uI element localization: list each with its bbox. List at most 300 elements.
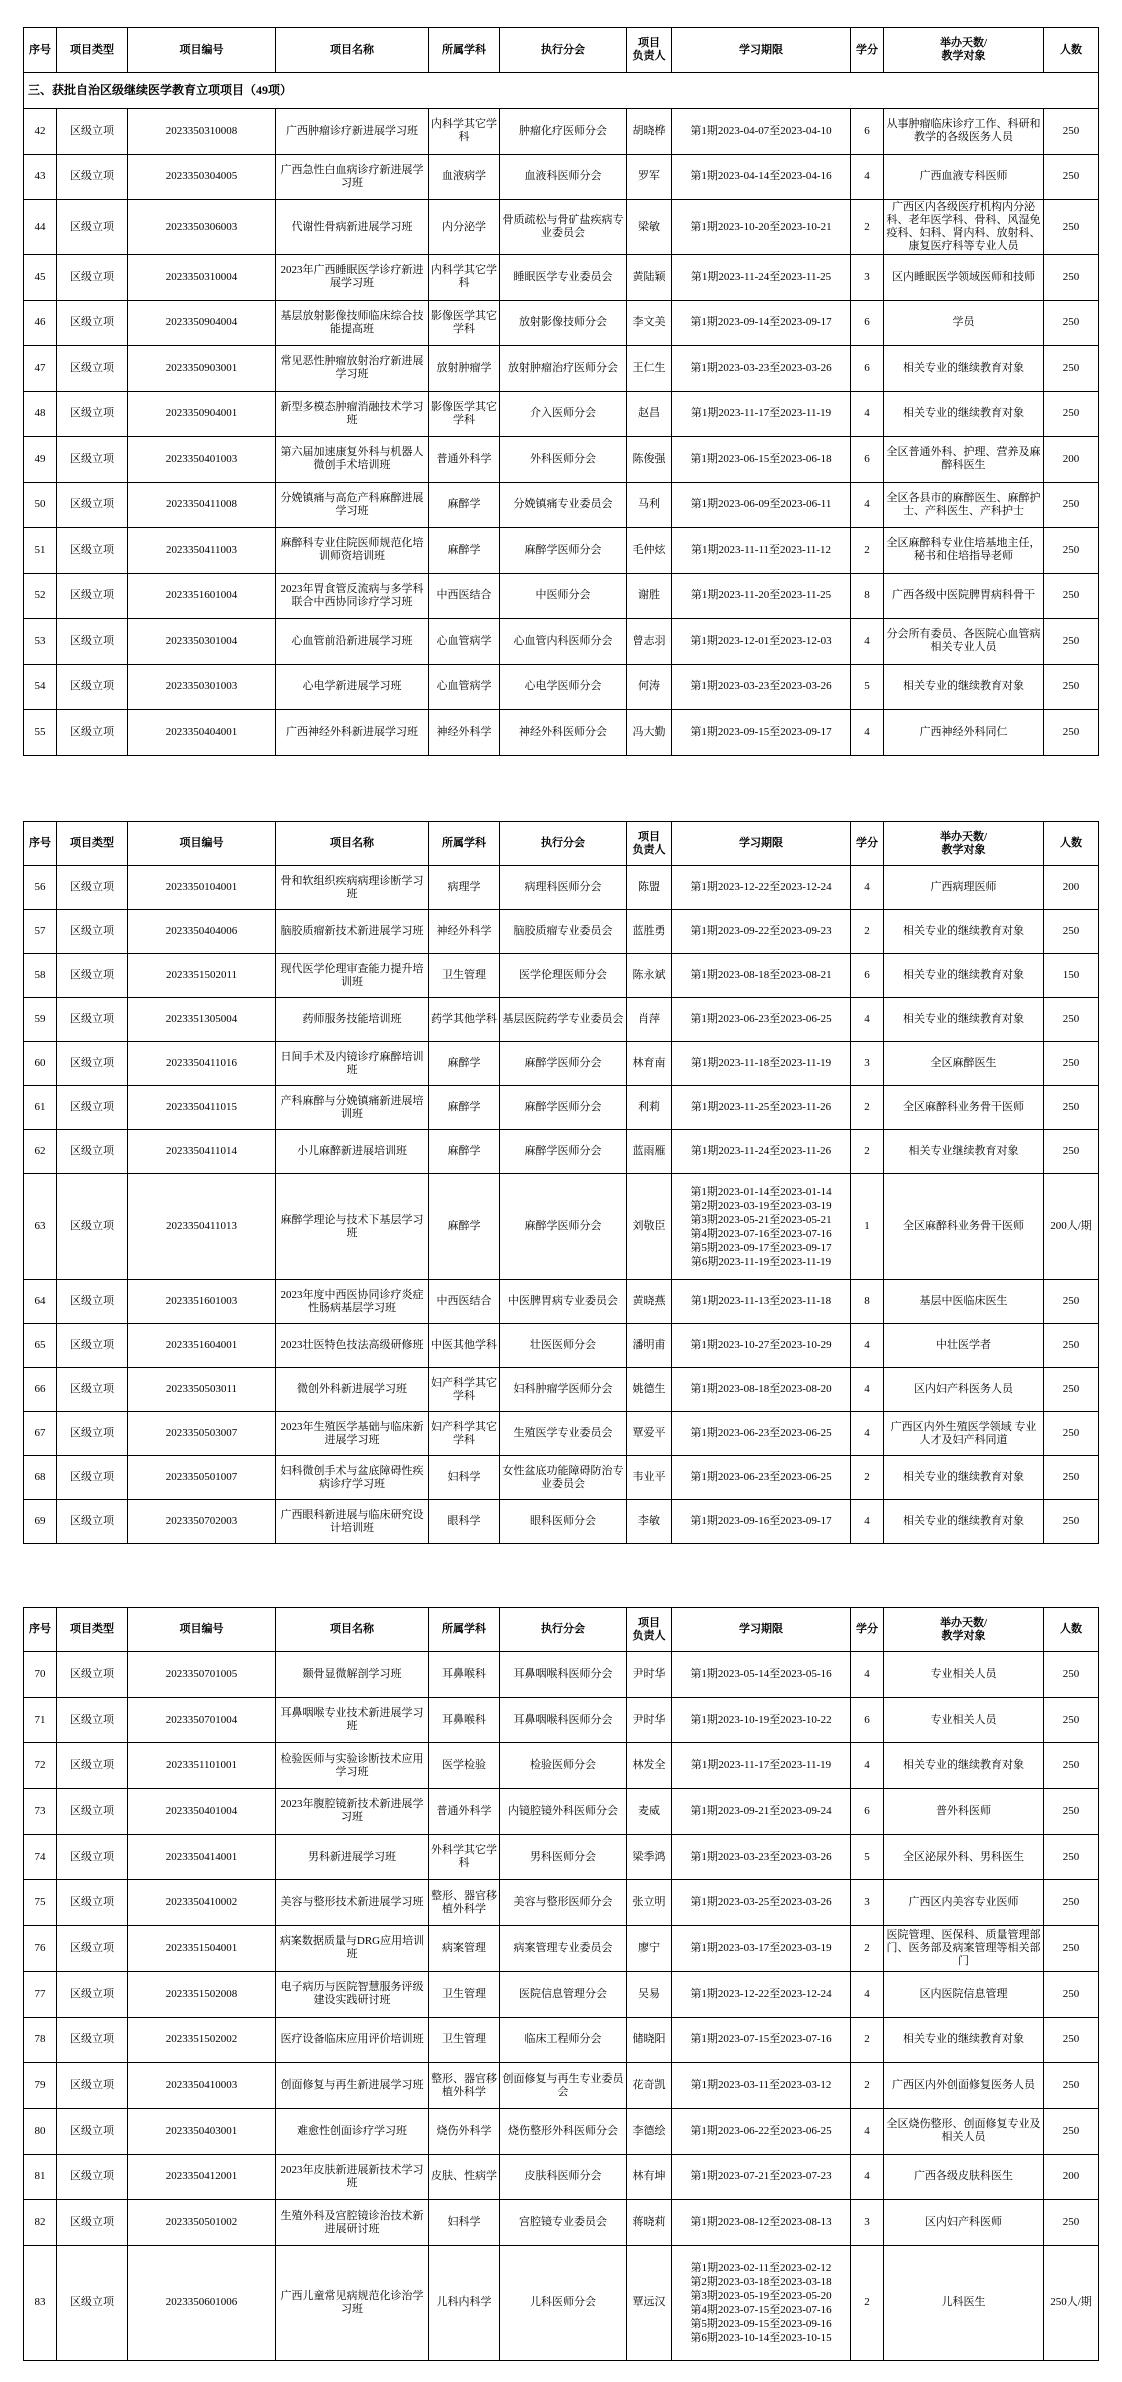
cell-leader: 陈俊强 [627,437,672,483]
header-code: 项目编号 [128,822,276,866]
cell-name: 病案数据质量与DRG应用培训班 [276,1926,429,1972]
cell-leader: 谢胜 [627,573,672,619]
cell-seq: 42 [24,109,57,155]
period-line: 第1期2023-07-21至2023-07-23 [690,2170,832,2183]
cell-name: 2023年腹腔镜新技术新进展学习班 [276,1789,429,1835]
period-line: 第1期2023-08-18至2023-08-20 [690,1383,832,1395]
cell-subject: 麻醉学 [429,1174,500,1280]
cell-code: 2023351502011 [128,954,276,998]
cell-branch: 病理科医师分会 [500,866,627,910]
cell-subject: 麻醉学 [429,482,500,528]
period-line: 第1期2023-12-22至2023-12-24 [690,881,832,893]
cell-type: 区级立项 [57,619,128,665]
cell-period [672,1743,851,1789]
period-line: 第1期2023-06-23至2023-06-25 [690,1013,832,1025]
cell-type: 区级立项 [57,528,128,574]
period-line: 第2期2023-03-18至2023-03-18 [690,2275,832,2288]
cell-leader: 李德绘 [627,2108,672,2154]
cell-name: 广西儿童常见病规范化诊治学习班 [276,2245,429,2360]
table-row [24,109,1099,155]
header-period: 学习期限 [672,1608,851,1652]
table-row [24,300,1099,346]
period-line: 第1期2023-03-11至2023-03-12 [690,2079,832,2092]
cell-branch: 壮医医师分会 [500,1324,627,1368]
cell-branch: 眼科医师分会 [500,1500,627,1544]
cell-branch: 烧伤整形外科医师分会 [500,2108,627,2154]
cell-target: 区内医院信息管理 [884,1971,1044,2017]
cell-seq: 59 [24,998,57,1042]
section-title: 三、获批自治区级继续医学教育立项项目（49项） [24,73,1099,109]
cell-name: 妇科微创手术与盆底障碍性疾病诊疗学习班 [276,1456,429,1500]
period-line: 第1期2023-10-20至2023-10-21 [690,220,832,233]
cell-count: 200 [1044,437,1099,483]
cell-subject: 影像医学其它学科 [429,391,500,437]
period-line: 第1期2023-06-23至2023-06-25 [690,1427,832,1439]
cell-credit: 6 [851,300,884,346]
cell-period [672,300,851,346]
cell-branch: 医院信息管理分会 [500,1971,627,2017]
header-leader: 项目 负责人 [627,822,672,866]
cell-seq: 65 [24,1324,57,1368]
cell-target: 广西各级皮肤科医生 [884,2154,1044,2200]
period-line: 第3期2023-05-21至2023-05-21 [690,1213,832,1226]
table-row [24,1412,1099,1456]
cell-leader: 张立明 [627,1880,672,1926]
cell-period [672,2063,851,2109]
cell-target: 广西病理医师 [884,866,1044,910]
cell-name: 微创外科新进展学习班 [276,1368,429,1412]
cell-count: 200 [1044,2154,1099,2200]
table-row [24,1324,1099,1368]
cell-count: 250 [1044,1789,1099,1835]
period-line: 第1期2023-05-14至2023-05-16 [690,1667,832,1680]
cell-branch: 检验医师分会 [500,1743,627,1789]
cell-code: 2023350410003 [128,2063,276,2109]
cell-type: 区级立项 [57,1971,128,2017]
period-line: 第1期2023-09-22至2023-09-23 [690,925,832,937]
table-row [24,1368,1099,1412]
cell-count: 250 [1044,1697,1099,1743]
cell-code: 2023351604001 [128,1324,276,1368]
cell-count: 250 [1044,1042,1099,1086]
cell-code: 2023350702003 [128,1500,276,1544]
cell-count: 250 [1044,2063,1099,2109]
cell-period [672,1456,851,1500]
cell-subject: 卫生管理 [429,2017,500,2063]
cell-target: 全区泌尿外科、男科医生 [884,1834,1044,1880]
cell-type: 区级立项 [57,2154,128,2200]
cell-credit: 2 [851,1456,884,1500]
cell-seq: 71 [24,1697,57,1743]
cell-leader: 尹时华 [627,1652,672,1698]
table-row [24,1042,1099,1086]
cell-count: 250 [1044,528,1099,574]
cell-subject: 中医其他学科 [429,1324,500,1368]
table-row [24,2017,1099,2063]
cell-period [672,1368,851,1412]
period-line: 第1期2023-04-14至2023-04-16 [690,170,832,183]
cell-name: 产科麻醉与分娩镇痛新进展培训班 [276,1086,429,1130]
cell-period [672,391,851,437]
cell-code: 2023350401004 [128,1789,276,1835]
cell-type: 区级立项 [57,1130,128,1174]
cell-period [672,664,851,710]
cell-credit: 2 [851,2017,884,2063]
cell-period [672,482,851,528]
cell-target: 全区麻醉科业务骨干医师 [884,1174,1044,1280]
cell-type: 区级立项 [57,573,128,619]
cell-credit: 3 [851,1042,884,1086]
cell-name: 现代医学伦理审查能力提升培训班 [276,954,429,998]
header-count: 人数 [1044,822,1099,866]
cell-leader: 梁敏 [627,200,672,255]
cell-subject: 耳鼻喉科 [429,1652,500,1698]
cell-name: 颞骨显微解剖学习班 [276,1652,429,1698]
header-name: 项目名称 [276,822,429,866]
cell-target: 相关专业的继续教育对象 [884,910,1044,954]
cell-leader: 姚德生 [627,1368,672,1412]
cell-credit: 8 [851,1280,884,1324]
period-line: 第1期2023-11-25至2023-11-26 [690,1101,832,1113]
cell-code: 2023351101001 [128,1743,276,1789]
cell-period [672,1652,851,1698]
header-credit: 学分 [851,822,884,866]
period-line: 第1期2023-11-11至2023-11-12 [691,543,831,556]
table-row [24,2245,1099,2360]
table-row [24,346,1099,392]
cell-type: 区级立项 [57,1086,128,1130]
cell-period [672,2154,851,2200]
cell-code: 2023351601004 [128,573,276,619]
cell-period [672,528,851,574]
cell-leader: 蓝胜勇 [627,910,672,954]
period-line: 第6期2023-11-19至2023-11-19 [690,1255,832,1268]
cell-credit: 4 [851,1412,884,1456]
cell-seq: 74 [24,1834,57,1880]
header-type: 项目类型 [57,1608,128,1652]
cell-code: 2023351305004 [128,998,276,1042]
period-line: 第4期2023-07-16至2023-07-16 [690,1227,832,1240]
cell-leader: 黄晓燕 [627,1280,672,1324]
cell-seq: 81 [24,2154,57,2200]
cell-subject: 药学其他学科 [429,998,500,1042]
cell-branch: 血液科医师分会 [500,154,627,200]
cell-name: 电子病历与医院智慧服务评级建设实践研讨班 [276,1971,429,2017]
period-line: 第2期2023-03-19至2023-03-19 [690,1199,832,1212]
cell-name: 广西肿瘤诊疗新进展学习班 [276,109,429,155]
table-row [24,1456,1099,1500]
cell-period [672,2200,851,2246]
cell-seq: 50 [24,482,57,528]
cell-branch: 儿科医师分会 [500,2245,627,2360]
period-line: 第1期2023-06-15至2023-06-18 [690,452,832,465]
cell-code: 2023350404006 [128,910,276,954]
cell-count: 250 [1044,1743,1099,1789]
cell-code: 2023350412001 [128,2154,276,2200]
cell-code: 2023351504001 [128,1926,276,1972]
cell-subject: 麻醉学 [429,1130,500,1174]
cell-period [672,1971,851,2017]
cell-target: 学员 [884,300,1044,346]
cell-subject: 卫生管理 [429,954,500,998]
cell-type: 区级立项 [57,300,128,346]
cell-target: 全区烧伤整形、创面修复专业及相关人员 [884,2108,1044,2154]
cell-count: 250 [1044,1280,1099,1324]
project-table-1 [23,27,1098,756]
cell-credit: 3 [851,2200,884,2246]
cell-credit: 4 [851,866,884,910]
cell-branch: 内镜腔镜外科医师分会 [500,1789,627,1835]
cell-branch: 介入医师分会 [500,391,627,437]
cell-leader: 赵昌 [627,391,672,437]
cell-credit: 4 [851,482,884,528]
cell-target: 区内妇产科医务人员 [884,1368,1044,1412]
cell-subject: 妇产科学其它学科 [429,1412,500,1456]
cell-count: 250 [1044,1971,1099,2017]
cell-name: 2023年生殖医学基础与临床新进展学习班 [276,1412,429,1456]
cell-seq: 44 [24,200,57,255]
table-row [24,2200,1099,2246]
cell-seq: 56 [24,866,57,910]
project-table [23,27,1099,756]
cell-seq: 62 [24,1130,57,1174]
cell-credit: 4 [851,1368,884,1412]
header-code: 项目编号 [128,28,276,73]
cell-target: 广西血液专科医师 [884,154,1044,200]
cell-subject: 医学检验 [429,1743,500,1789]
cell-leader: 黄陆颖 [627,255,672,301]
cell-target: 相关专业的继续教育对象 [884,954,1044,998]
cell-seq: 69 [24,1500,57,1544]
cell-code: 2023350410002 [128,1880,276,1926]
cell-target: 相关专业的继续教育对象 [884,664,1044,710]
cell-count: 250 [1044,1368,1099,1412]
cell-credit: 6 [851,954,884,998]
cell-branch: 美容与整形医师分会 [500,1880,627,1926]
cell-subject: 普通外科学 [429,1789,500,1835]
cell-credit: 6 [851,346,884,392]
cell-type: 区级立项 [57,1042,128,1086]
cell-branch: 麻醉学医师分会 [500,1086,627,1130]
cell-name: 2023年皮肤新进展新技术学习班 [276,2154,429,2200]
cell-target: 相关专业的继续教育对象 [884,1500,1044,1544]
cell-period [672,1697,851,1743]
table-row [24,2063,1099,2109]
period-line: 第1期2023-04-07至2023-04-10 [690,124,832,137]
period-line: 第1期2023-09-21至2023-09-24 [690,1804,832,1817]
cell-period [672,1500,851,1544]
cell-credit: 2 [851,2245,884,2360]
cell-credit: 4 [851,998,884,1042]
cell-period [672,346,851,392]
cell-subject: 中西医结合 [429,573,500,619]
cell-type: 区级立项 [57,1500,128,1544]
cell-period [672,998,851,1042]
cell-seq: 60 [24,1042,57,1086]
table-row [24,2108,1099,2154]
table-row [24,1086,1099,1130]
cell-period [672,1174,851,1280]
cell-branch: 医学伦理医师分会 [500,954,627,998]
cell-code: 2023350503007 [128,1412,276,1456]
cell-type: 区级立项 [57,954,128,998]
cell-count: 250 [1044,710,1099,756]
cell-leader: 廖宁 [627,1926,672,1972]
cell-type: 区级立项 [57,910,128,954]
cell-branch: 脑胶质瘤专业委员会 [500,910,627,954]
cell-credit: 4 [851,391,884,437]
cell-count: 250 [1044,619,1099,665]
cell-type: 区级立项 [57,200,128,255]
cell-credit: 2 [851,200,884,255]
header-row [24,822,1099,866]
cell-type: 区级立项 [57,437,128,483]
cell-name: 美容与整形技术新进展学习班 [276,1880,429,1926]
cell-branch: 放射肿瘤治疗医师分会 [500,346,627,392]
header-count: 人数 [1044,1608,1099,1652]
cell-credit: 5 [851,1834,884,1880]
header-subject: 所属学科 [429,822,500,866]
cell-branch: 心电学医师分会 [500,664,627,710]
table-row [24,573,1099,619]
cell-name: 耳鼻咽喉专业技术新进展学习班 [276,1697,429,1743]
cell-target: 广西区内外创面修复医务人员 [884,2063,1044,2109]
cell-name: 男科新进展学习班 [276,1834,429,1880]
cell-target: 全区各县市的麻醉医生、麻醉护士、产科医生、产科护士 [884,482,1044,528]
cell-credit: 4 [851,710,884,756]
cell-count: 250人/期 [1044,2245,1099,2360]
cell-credit: 6 [851,437,884,483]
cell-seq: 54 [24,664,57,710]
cell-leader: 麦威 [627,1789,672,1835]
cell-branch: 中医脾胃病专业委员会 [500,1280,627,1324]
cell-subject: 心血管病学 [429,664,500,710]
cell-leader: 储晓阳 [627,2017,672,2063]
header-subject: 所属学科 [429,28,500,73]
cell-type: 区级立项 [57,2200,128,2246]
project-table-2 [23,821,1098,1544]
cell-credit: 2 [851,2063,884,2109]
table-row [24,482,1099,528]
period-line: 第1期2023-09-16至2023-09-17 [690,1515,832,1527]
cell-type: 区级立项 [57,1174,128,1280]
cell-leader: 冯大勤 [627,710,672,756]
cell-count: 250 [1044,1324,1099,1368]
cell-leader: 陈永斌 [627,954,672,998]
header-seq: 序号 [24,822,57,866]
cell-name: 代谢性骨病新进展学习班 [276,200,429,255]
cell-seq: 47 [24,346,57,392]
table-row [24,255,1099,301]
table-body [24,866,1099,1544]
cell-code: 2023350701004 [128,1697,276,1743]
cell-leader: 王仁生 [627,346,672,392]
cell-code: 2023350501007 [128,1456,276,1500]
cell-credit: 4 [851,1324,884,1368]
cell-code: 2023351502008 [128,1971,276,2017]
cell-count: 150 [1044,954,1099,998]
cell-credit: 5 [851,664,884,710]
cell-credit: 4 [851,2154,884,2200]
cell-period [672,1834,851,1880]
cell-credit: 4 [851,1971,884,2017]
cell-name: 新型多模态肿瘤消融技术学习班 [276,391,429,437]
cell-target: 相关专业的继续教育对象 [884,391,1044,437]
cell-code: 2023351601003 [128,1280,276,1324]
table-row [24,1280,1099,1324]
cell-leader: 李敏 [627,1500,672,1544]
table-row [24,1697,1099,1743]
cell-seq: 45 [24,255,57,301]
period-line: 第1期2023-01-14至2023-01-14 [690,1185,832,1198]
cell-period [672,573,851,619]
cell-seq: 48 [24,391,57,437]
cell-period [672,2017,851,2063]
cell-subject: 病案管理 [429,1926,500,1972]
cell-name: 麻醉学理论与技术下基层学习班 [276,1174,429,1280]
cell-leader: 林育南 [627,1042,672,1086]
cell-seq: 63 [24,1174,57,1280]
cell-code: 2023350306003 [128,200,276,255]
cell-count: 250 [1044,1130,1099,1174]
header-type: 项目类型 [57,28,128,73]
table-row [24,954,1099,998]
header-period: 学习期限 [672,28,851,73]
header-branch: 执行分会 [500,822,627,866]
cell-target: 分会所有委员、各医院心血管病相关专业人员 [884,619,1044,665]
cell-code: 2023350403001 [128,2108,276,2154]
cell-branch: 耳鼻咽喉科医师分会 [500,1652,627,1698]
header-target: 举办天数/ 教学对象 [884,28,1044,73]
cell-period [672,1130,851,1174]
cell-branch: 麻醉学医师分会 [500,1130,627,1174]
cell-branch: 耳鼻咽喉科医师分会 [500,1697,627,1743]
cell-seq: 70 [24,1652,57,1698]
cell-name: 第六届加速康复外科与机器人微创手术培训班 [276,437,429,483]
cell-branch: 中医师分会 [500,573,627,619]
cell-seq: 75 [24,1880,57,1926]
cell-code: 2023350414001 [128,1834,276,1880]
cell-period [672,255,851,301]
cell-seq: 83 [24,2245,57,2360]
cell-seq: 57 [24,910,57,954]
cell-branch: 分娩镇痛专业委员会 [500,482,627,528]
table-row [24,619,1099,665]
cell-leader: 尹时华 [627,1697,672,1743]
cell-count: 250 [1044,300,1099,346]
cell-name: 广西急性白血病诊疗新进展学习班 [276,154,429,200]
cell-leader: 何涛 [627,664,672,710]
period-line: 第6期2023-10-14至2023-10-15 [690,2331,832,2344]
cell-target: 广西区内美容专业医师 [884,1880,1044,1926]
cell-type: 区级立项 [57,664,128,710]
cell-code: 2023350301004 [128,619,276,665]
cell-name: 2023年广西睡眠医学诊疗新进展学习班 [276,255,429,301]
project-table [23,821,1099,1544]
table-row [24,1926,1099,1972]
cell-type: 区级立项 [57,1412,128,1456]
table-row [24,437,1099,483]
cell-name: 基层放射影像技师临床综合技能提高班 [276,300,429,346]
cell-target: 广西神经外科同仁 [884,710,1044,756]
cell-name: 广西神经外科新进展学习班 [276,710,429,756]
cell-leader: 覃爱平 [627,1412,672,1456]
header-target: 举办天数/ 教学对象 [884,822,1044,866]
cell-subject: 内分泌学 [429,200,500,255]
cell-type: 区级立项 [57,2017,128,2063]
cell-count: 250 [1044,1412,1099,1456]
cell-branch: 麻醉学医师分会 [500,528,627,574]
